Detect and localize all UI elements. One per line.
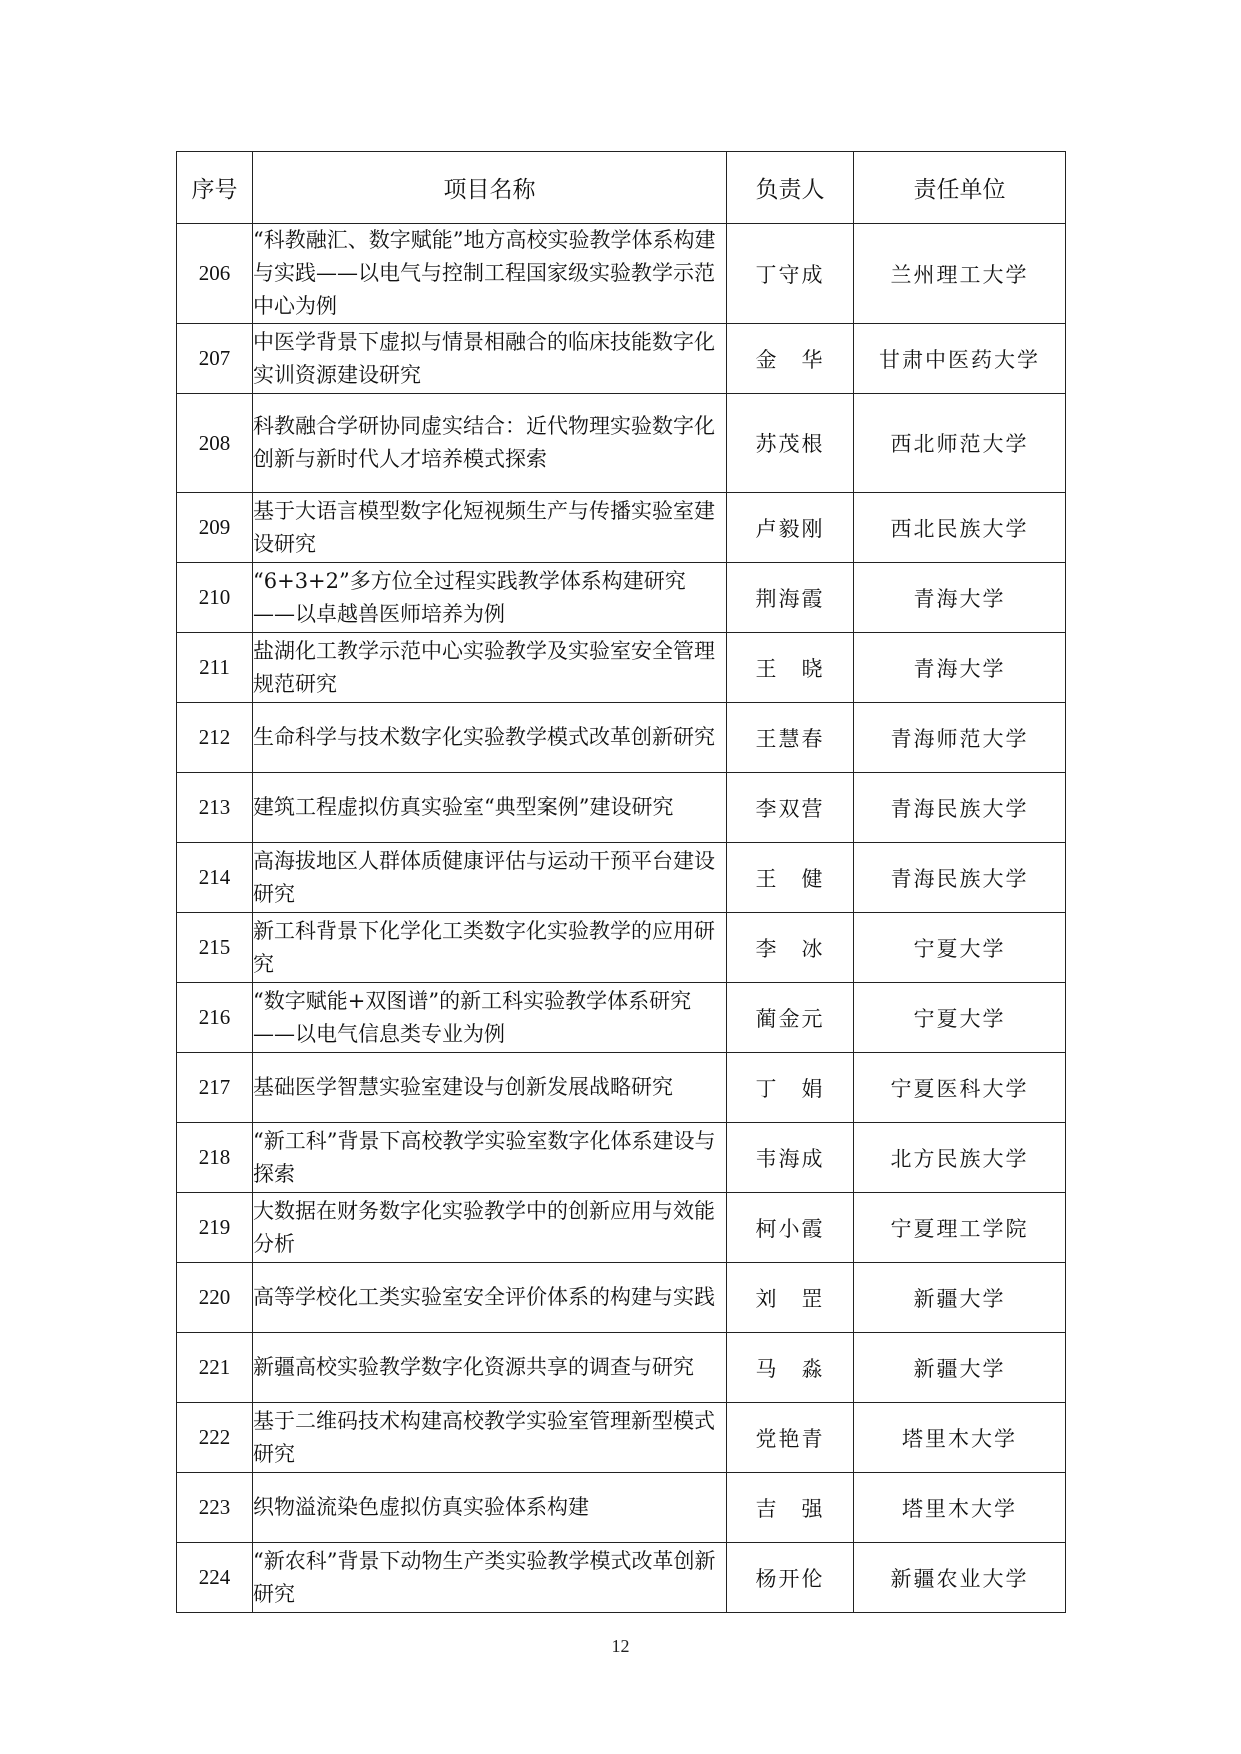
project-leader: 金 华 xyxy=(727,324,854,394)
project-leader: 李双营 xyxy=(727,773,854,843)
responsible-unit: 西北师范大学 xyxy=(854,394,1066,493)
project-leader: 韦海成 xyxy=(727,1123,854,1193)
table-body xyxy=(177,224,1066,1613)
project-name: “新工科”背景下高校教学实验室数字化体系建设与探索 xyxy=(253,1123,727,1193)
project-leader: 马 淼 xyxy=(727,1333,854,1403)
table-row xyxy=(177,1053,1066,1123)
project-leader: 丁守成 xyxy=(727,224,854,324)
row-number: 222 xyxy=(177,1403,253,1473)
responsible-unit: 新疆大学 xyxy=(854,1333,1066,1403)
row-number: 206 xyxy=(177,224,253,324)
project-name: 新工科背景下化学化工类数字化实验教学的应用研究 xyxy=(253,913,727,983)
project-leader: 柯小霞 xyxy=(727,1193,854,1263)
row-number: 208 xyxy=(177,394,253,493)
table-row xyxy=(177,1403,1066,1473)
project-name: 盐湖化工教学示范中心实验教学及实验室安全管理规范研究 xyxy=(253,633,727,703)
table-row xyxy=(177,633,1066,703)
responsible-unit: 塔里木大学 xyxy=(854,1473,1066,1543)
project-name: 生命科学与技术数字化实验教学模式改革创新研究 xyxy=(253,703,727,773)
header-person: 负责人 xyxy=(727,152,854,224)
project-name: “科教融汇、数字赋能”地方高校实验教学体系构建与实践——以电气与控制工程国家级实验教学示范中心为例 xyxy=(253,224,727,324)
row-number: 212 xyxy=(177,703,253,773)
project-name: 大数据在财务数字化实验教学中的创新应用与效能分析 xyxy=(253,1193,727,1263)
row-number: 209 xyxy=(177,493,253,563)
table-row xyxy=(177,1263,1066,1333)
row-number: 219 xyxy=(177,1193,253,1263)
project-leader: 吉 强 xyxy=(727,1473,854,1543)
table-row xyxy=(177,913,1066,983)
table-row xyxy=(177,773,1066,843)
project-leader: 李 冰 xyxy=(727,913,854,983)
table-row xyxy=(177,1193,1066,1263)
project-name: “数字赋能+双图谱”的新工科实验教学体系研究——以电气信息类专业为例 xyxy=(253,983,727,1053)
project-leader: 王 晓 xyxy=(727,633,854,703)
responsible-unit: 甘肃中医药大学 xyxy=(854,324,1066,394)
header-unit: 责任单位 xyxy=(854,152,1066,224)
responsible-unit: 青海民族大学 xyxy=(854,843,1066,913)
header-no: 序号 xyxy=(177,152,253,224)
table-row xyxy=(177,1473,1066,1543)
row-number: 224 xyxy=(177,1543,253,1613)
table-header xyxy=(177,152,1066,224)
table-row xyxy=(177,983,1066,1053)
row-number: 216 xyxy=(177,983,253,1053)
responsible-unit: 青海师范大学 xyxy=(854,703,1066,773)
project-leader: 苏茂根 xyxy=(727,394,854,493)
project-table xyxy=(176,151,1066,1613)
project-name: 高海拔地区人群体质健康评估与运动干预平台建设研究 xyxy=(253,843,727,913)
table-row xyxy=(177,224,1066,324)
project-leader: 党艳青 xyxy=(727,1403,854,1473)
responsible-unit: 新疆农业大学 xyxy=(854,1543,1066,1613)
table-row xyxy=(177,1333,1066,1403)
table-row xyxy=(177,324,1066,394)
project-name: “新农科”背景下动物生产类实验教学模式改革创新研究 xyxy=(253,1543,727,1613)
project-name: “6+3+2”多方位全过程实践教学体系构建研究——以卓越兽医师培养为例 xyxy=(253,563,727,633)
project-leader: 丁 娟 xyxy=(727,1053,854,1123)
responsible-unit: 塔里木大学 xyxy=(854,1403,1066,1473)
project-leader: 杨开伦 xyxy=(727,1543,854,1613)
responsible-unit: 新疆大学 xyxy=(854,1263,1066,1333)
responsible-unit: 兰州理工大学 xyxy=(854,224,1066,324)
project-name: 基于大语言模型数字化短视频生产与传播实验室建设研究 xyxy=(253,493,727,563)
row-number: 211 xyxy=(177,633,253,703)
project-name: 基础医学智慧实验室建设与创新发展战略研究 xyxy=(253,1053,727,1123)
row-number: 214 xyxy=(177,843,253,913)
header-row xyxy=(177,152,1066,224)
responsible-unit: 宁夏大学 xyxy=(854,913,1066,983)
table-row xyxy=(177,703,1066,773)
project-name: 基于二维码技术构建高校教学实验室管理新型模式研究 xyxy=(253,1403,727,1473)
project-name: 科教融合学研协同虚实结合：近代物理实验数字化创新与新时代人才培养模式探索 xyxy=(253,394,727,493)
responsible-unit: 青海民族大学 xyxy=(854,773,1066,843)
row-number: 218 xyxy=(177,1123,253,1193)
project-name: 织物溢流染色虚拟仿真实验体系构建 xyxy=(253,1473,727,1543)
row-number: 221 xyxy=(177,1333,253,1403)
project-name: 新疆高校实验教学数字化资源共享的调查与研究 xyxy=(253,1333,727,1403)
header-name: 项目名称 xyxy=(253,152,727,224)
project-leader: 刘 罡 xyxy=(727,1263,854,1333)
table-row xyxy=(177,493,1066,563)
project-name: 中医学背景下虚拟与情景相融合的临床技能数字化实训资源建设研究 xyxy=(253,324,727,394)
row-number: 223 xyxy=(177,1473,253,1543)
table-row xyxy=(177,563,1066,633)
row-number: 213 xyxy=(177,773,253,843)
table-row xyxy=(177,1123,1066,1193)
row-number: 210 xyxy=(177,563,253,633)
row-number: 217 xyxy=(177,1053,253,1123)
responsible-unit: 西北民族大学 xyxy=(854,493,1066,563)
project-leader: 卢毅刚 xyxy=(727,493,854,563)
project-leader: 荆海霞 xyxy=(727,563,854,633)
responsible-unit: 宁夏医科大学 xyxy=(854,1053,1066,1123)
project-leader: 王慧春 xyxy=(727,703,854,773)
project-name: 建筑工程虚拟仿真实验室“典型案例”建设研究 xyxy=(253,773,727,843)
responsible-unit: 宁夏理工学院 xyxy=(854,1193,1066,1263)
responsible-unit: 北方民族大学 xyxy=(854,1123,1066,1193)
row-number: 215 xyxy=(177,913,253,983)
responsible-unit: 青海大学 xyxy=(854,633,1066,703)
responsible-unit: 宁夏大学 xyxy=(854,983,1066,1053)
project-name: 高等学校化工类实验室安全评价体系的构建与实践 xyxy=(253,1263,727,1333)
table-row xyxy=(177,1543,1066,1613)
responsible-unit: 青海大学 xyxy=(854,563,1066,633)
project-leader: 王 健 xyxy=(727,843,854,913)
page-number: 12 xyxy=(611,1636,630,1656)
row-number: 207 xyxy=(177,324,253,394)
row-number: 220 xyxy=(177,1263,253,1333)
project-leader: 蔺金元 xyxy=(727,983,854,1053)
table-row xyxy=(177,394,1066,493)
table-row xyxy=(177,843,1066,913)
